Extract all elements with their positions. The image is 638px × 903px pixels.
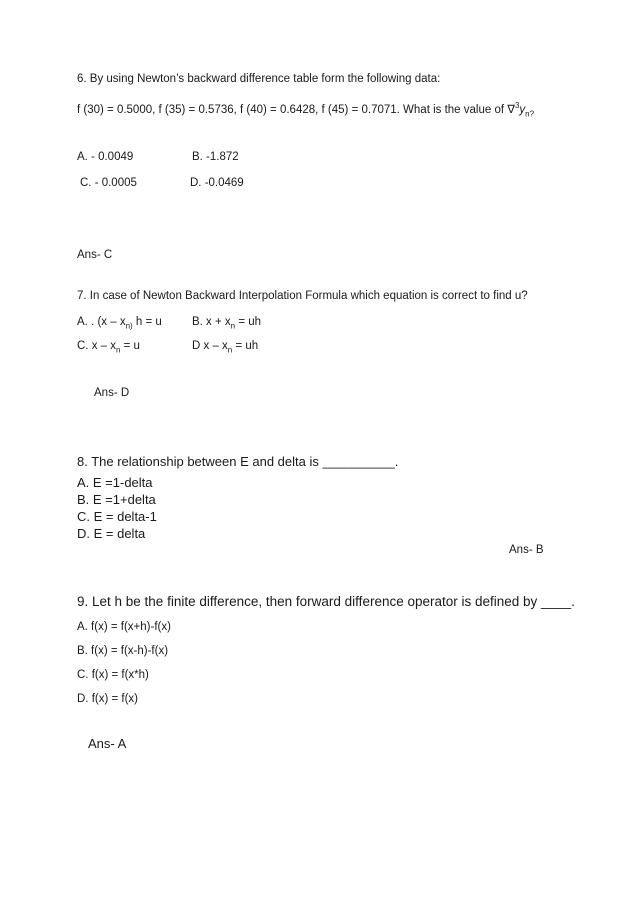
q7-option-d-prefix: D x – x (192, 340, 228, 352)
q8-option-b: B. E =1+delta (77, 492, 156, 507)
q7-option-a-sub: n) (125, 321, 133, 331)
q6-option-b: B. -1.872 (192, 151, 239, 163)
q6-data-prefix: f (30) = 0.5000, f (35) = 0.5736, f (40) = 0.6428, f (45) = 0.7071. What is the value of ∇ (77, 104, 515, 116)
q7-option-b (192, 316, 262, 331)
q6-option-c: C. - 0.0005 (80, 177, 137, 189)
q9-answer: Ans- A (88, 736, 127, 751)
q7-option-c-suffix: = u (120, 340, 140, 352)
q6-answer: Ans- C (77, 249, 113, 261)
q7-option-b-prefix: B. x + x (192, 316, 231, 328)
q7-option-b-suffix: = uh (235, 316, 262, 328)
q7-option-d-suffix: = uh (232, 340, 259, 352)
q7-option-d-sub: n (227, 345, 233, 355)
q7-option-b-sub: n (230, 321, 236, 331)
q9-option-a: A. f(x) = f(x+h)-f(x) (77, 621, 171, 633)
q6-data-var: y (519, 104, 526, 116)
q7-option-c-sub: n (115, 345, 121, 355)
q8-answer: Ans- B (509, 544, 544, 556)
q7-option-a-suffix: h = u (132, 316, 162, 328)
q7-option-d (192, 340, 259, 355)
q7-question: 7. In case of Newton Backward Interpolation Formula which equation is correct to find u? (77, 290, 528, 302)
q8-question: 8. The relationship between E and delta is __________. (77, 454, 399, 469)
q7-option-c (77, 340, 140, 355)
q9-option-d: D. f(x) = f(x) (77, 693, 139, 705)
q8-option-d: D. E = delta (77, 526, 146, 541)
q7-option-a-prefix: A. . (x – x (77, 316, 126, 328)
q8-option-c: C. E = delta-1 (77, 509, 157, 524)
q9-question: 9. Let h be the finite difference, then forward difference operator is defined by ____. (77, 594, 575, 609)
q7-option-c-prefix: C. x – x (77, 340, 116, 352)
q8-option-a: A. E =1-delta (77, 475, 153, 490)
q6-option-d: D. -0.0469 (190, 177, 244, 189)
q6-option-a: A. - 0.0049 (77, 151, 134, 163)
q9-option-c: C. f(x) = f(x*h) (77, 669, 149, 681)
q6-data-line (77, 101, 535, 119)
q7-answer: Ans- D (94, 387, 130, 399)
q6-data-sup: 3 (514, 101, 520, 111)
q6-data-sub: n? (525, 109, 535, 119)
q9-option-b: B. f(x) = f(x-h)-f(x) (77, 645, 169, 657)
q6-question: 6. By using Newton’s backward difference table form the following data: (77, 73, 441, 85)
q7-option-a (77, 316, 162, 331)
